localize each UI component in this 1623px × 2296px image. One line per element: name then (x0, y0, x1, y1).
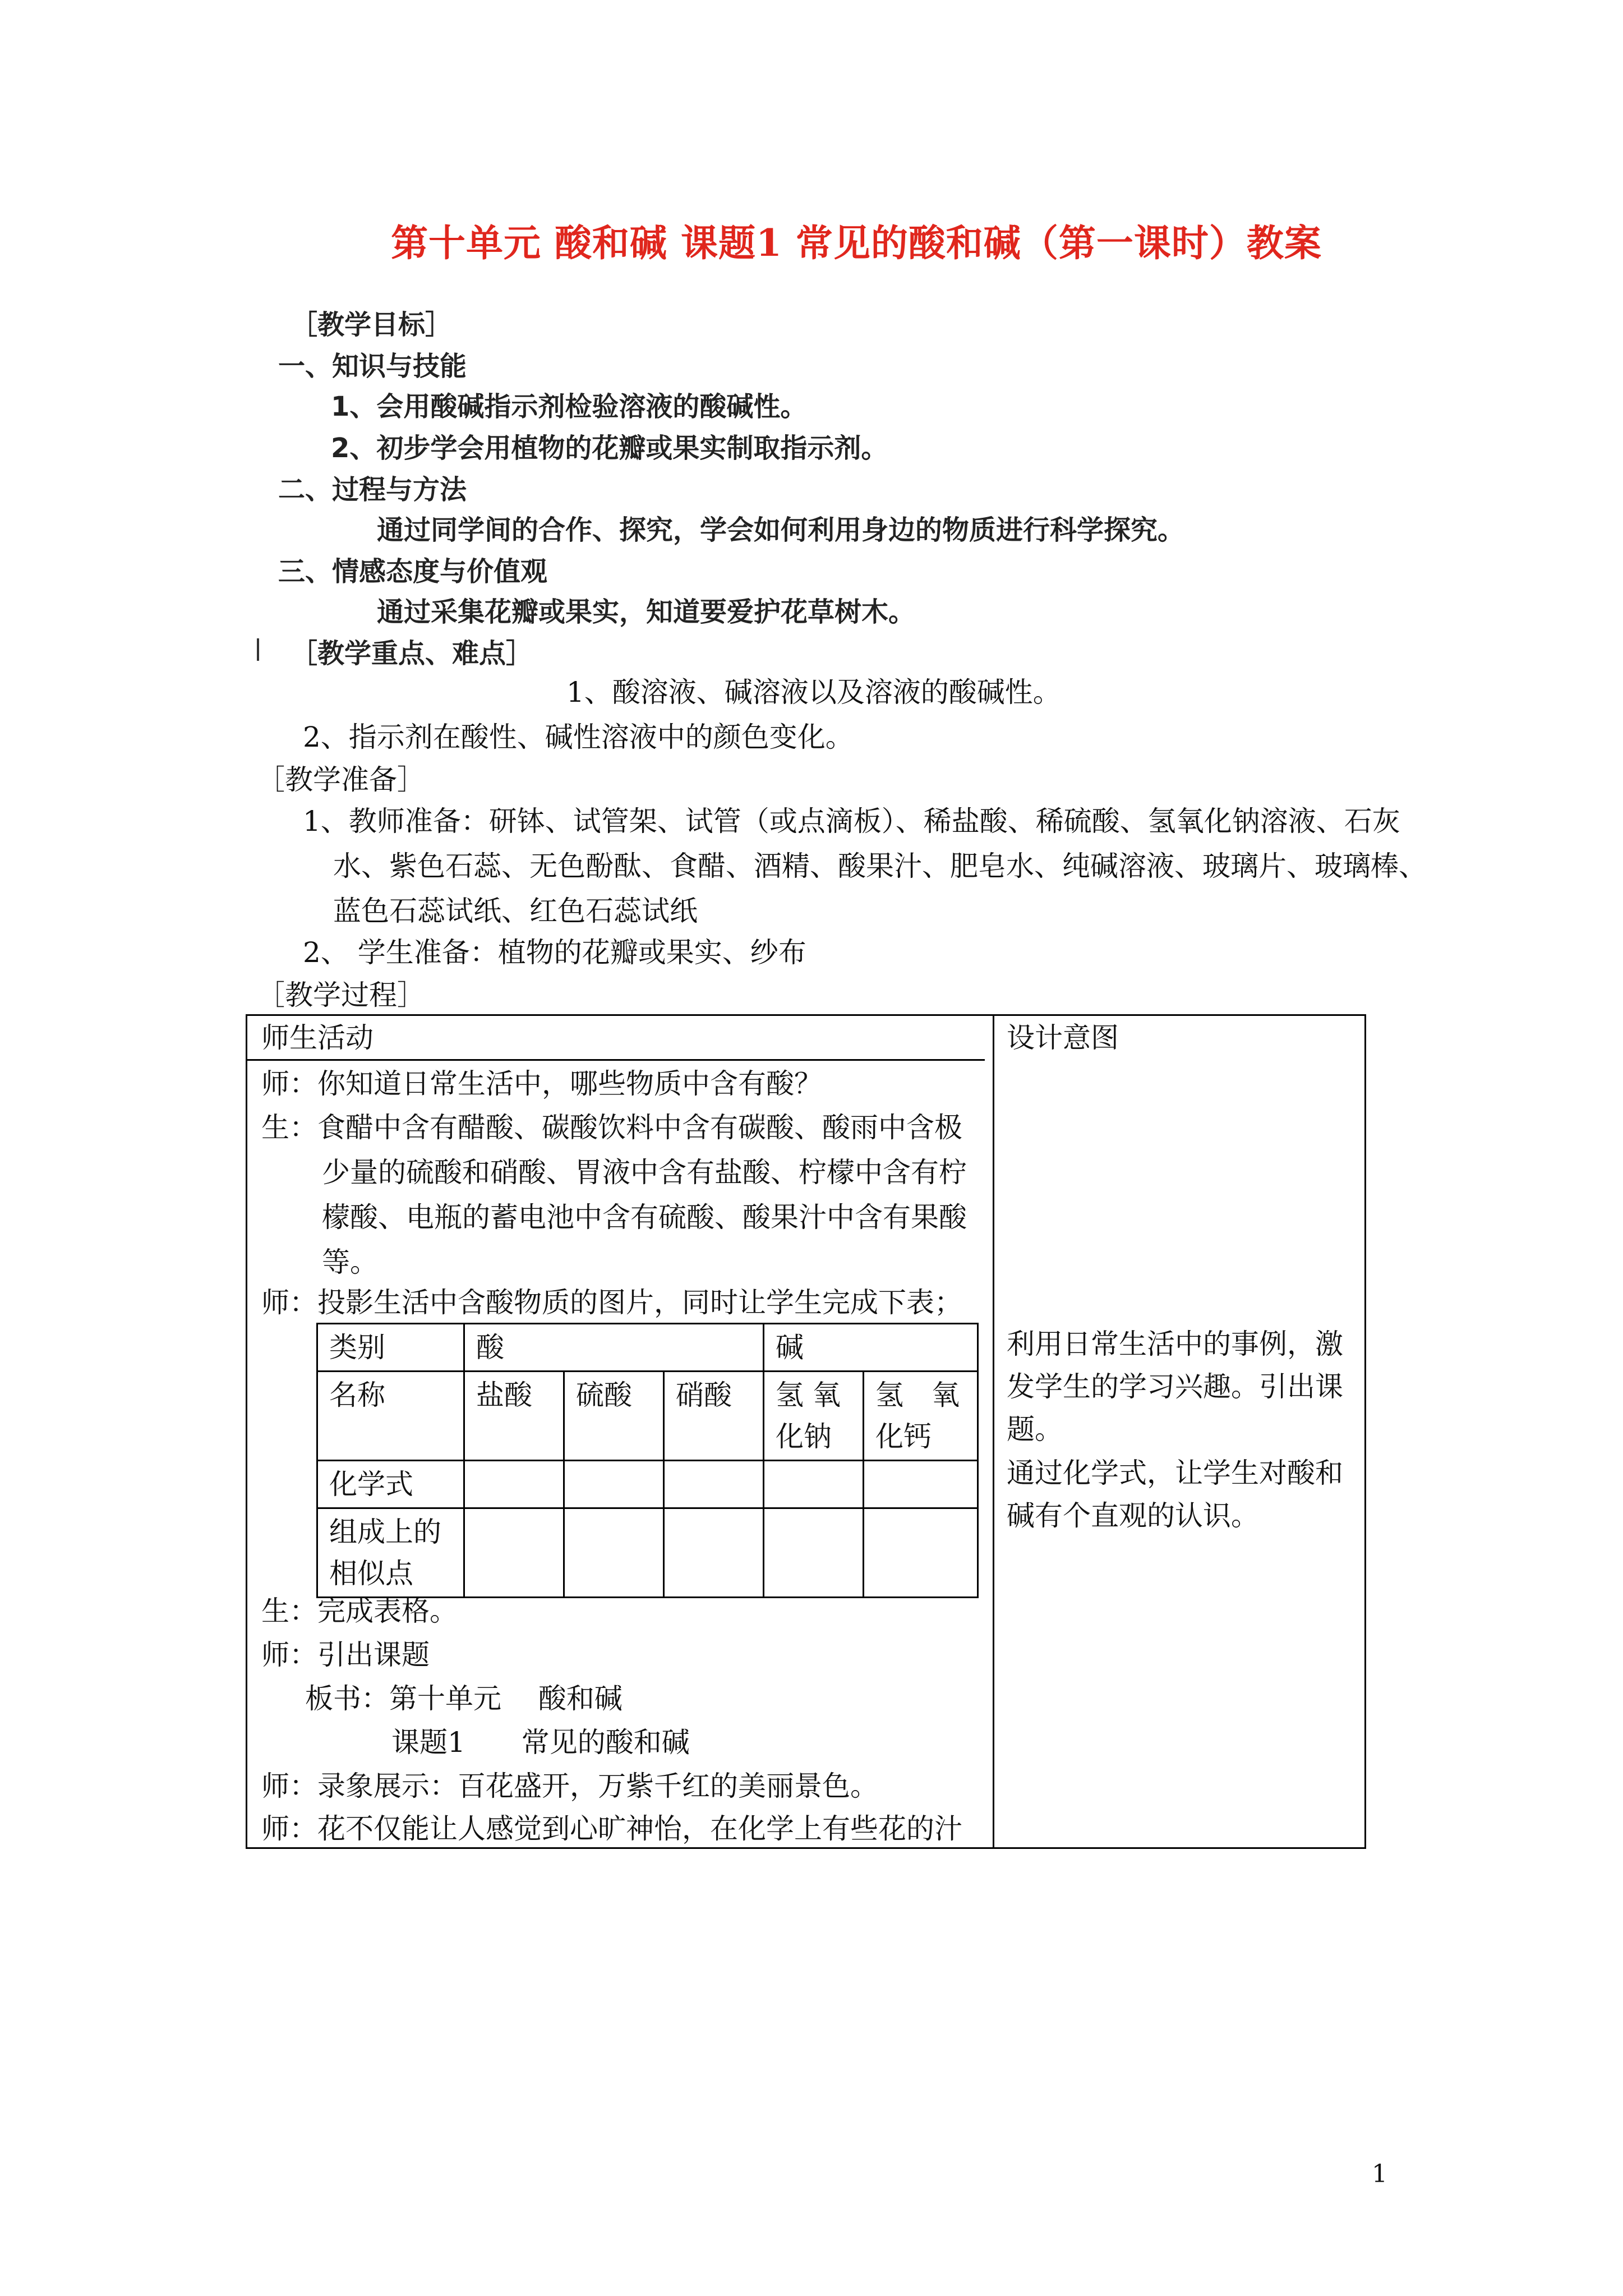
intent-1: 利用日常生活中的事例，激发学生的学习兴趣。引出课题。 (1007, 1328, 1343, 1446)
dialogue-line-1: 师：你知道日常生活中，哪些物质中含有酸？ (261, 1068, 822, 1100)
keypoint-1: 1、酸溶液、碱溶液以及溶液的酸碱性。 (566, 676, 1061, 708)
process-heading: ［教学过程］ (257, 979, 425, 1011)
objective-item-2: 2、初步学会用植物的花瓣或果实制取指示剂。 (331, 432, 888, 464)
cell-hcl: 盐酸 (464, 1372, 564, 1461)
teacher-prep: 1、教师准备：研钵、试管架、试管（或点滴板）、稀盐酸、稀硫酸、氢氧化钠溶液、石灰水、紫色石蕊、无色酚酞、食醋、酒精、酸果汁、肥皂水、纯碱溶液、玻璃片、玻璃棒、蓝色石蕊试纸、红色石蕊试纸 (303, 805, 1427, 927)
dialogue-line-8: 师：录象展示：百花盛开，万紫千红的美丽景色。 (261, 1770, 878, 1802)
student-prep: 2、 学生准备：植物的花瓣或果实、纱布 (303, 936, 806, 969)
objective-section-3-text: 通过采集花瓣或果实，知道要爱护花草树木。 (377, 596, 916, 628)
cell-hno3: 硝酸 (664, 1372, 764, 1461)
dialogue-line-4: 生：完成表格。 (261, 1595, 458, 1627)
objective-item-1: 1、会用酸碱指示剂检验溶液的酸碱性。 (331, 391, 808, 422)
cell-formula-label: 化学式 (317, 1461, 464, 1508)
column-header-intent: 设计意图 (1007, 1022, 1119, 1054)
acid-base-table (316, 1323, 979, 1598)
cell-acid: 酸 (464, 1324, 764, 1372)
objective-section-3: 三、情感态度与价值观 (278, 556, 548, 587)
cell-h2so4: 硫酸 (564, 1372, 664, 1461)
cell-category: 类别 (317, 1324, 464, 1372)
dialogue-line-5: 师：引出课题 (261, 1639, 430, 1671)
intent-2: 通过化学式，让学生对酸和碱有个直观的认识。 (1007, 1457, 1343, 1532)
cell-similarity-label: 组成上的相似点 (317, 1508, 464, 1598)
cell-caoh2: 氢 氧化钙 (864, 1372, 978, 1461)
column-header-activities: 师生活动 (261, 1022, 374, 1054)
cell-name: 名称 (317, 1372, 464, 1461)
margin-mark (257, 638, 259, 661)
keypoints-heading: ［教学重点、难点］ (291, 638, 533, 669)
dialogue-line-9: 师：花不仅能让人感觉到心旷神怡，在化学上有些花的汁 (261, 1812, 962, 1845)
keypoint-2: 2、指示剂在酸性、碱性溶液中的颜色变化。 (303, 721, 854, 753)
page-number: 1 (1372, 2160, 1387, 2188)
objective-section-2-text: 通过同学间的合作、探究，学会如何利用身边的物质进行科学探究。 (377, 514, 1185, 546)
cell-naoh: 氢 氧化钠 (764, 1372, 864, 1461)
cell-base: 碱 (764, 1324, 978, 1372)
prep-heading: ［教学准备］ (257, 763, 425, 796)
dialogue-line-3: 师：投影生活中含酸物质的图片，同时让学生完成下表； (261, 1286, 962, 1319)
objective-section-2: 二、过程与方法 (278, 474, 467, 505)
document-title: 第十单元 酸和碱 课题1 常见的酸和碱（第一课时）教案 (391, 221, 1322, 265)
objective-section-1: 一、知识与技能 (278, 351, 467, 382)
blackboard-line-1: 板书：第十单元 酸和碱 (305, 1682, 623, 1715)
objectives-heading: ［教学目标］ (291, 309, 453, 341)
blackboard-line-2: 课题1 常见的酸和碱 (391, 1726, 690, 1759)
dialogue-line-2: 生：食醋中含有醋酸、碳酸饮料中含有碳酸、酸雨中含极少量的硫酸和硝酸、胃液中含有盐酸、柠檬中含有柠檬酸、电瓶的蓄电池中含有硫酸、酸果汁中含有果酸等。 (261, 1111, 967, 1278)
